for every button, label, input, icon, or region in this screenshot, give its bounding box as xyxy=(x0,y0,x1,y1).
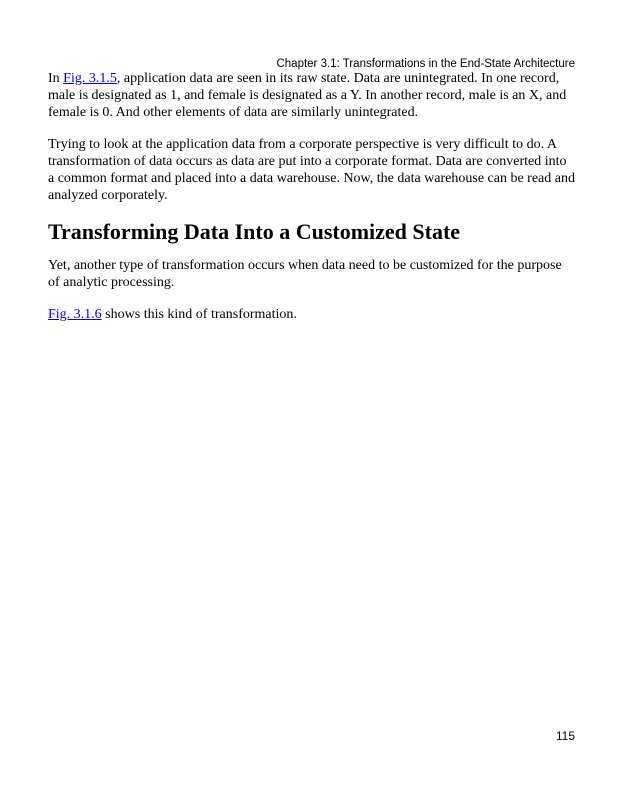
body-content xyxy=(48,70,576,338)
paragraph-figure-reference xyxy=(48,306,576,323)
page-number: 115 xyxy=(555,729,575,743)
paragraph-text: shows this kind of transformation. xyxy=(101,307,297,322)
running-header: Chapter 3.1: Transformations in the End-State Architecture xyxy=(276,58,575,70)
figure-link-3-1-6[interactable]: Fig. 3.1.6 xyxy=(48,307,102,322)
paragraph-corporate-transformation: Trying to look at the application data from a corporate perspective is very difficult to do. A transformation of data occurs as data are put into a corporate format. Data are converted into a common format and placed into a data warehouse. Now, the data warehouse can be read and analyzed corporately. xyxy=(48,137,575,203)
paragraph-text: , application data are seen in its raw state. Data are unintegrated. In one record, male is designated as 1, and female is designated as a Y. In another record, male is an X, and female is 0. And other elements of data are similarly unintegrated. xyxy=(48,71,567,120)
figure-link-3-1-5[interactable]: Fig. 3.1.5 xyxy=(63,71,117,86)
paragraph-raw-data xyxy=(48,70,576,121)
paragraph-customization: Yet, another type of transformation occurs when data need to be customized for the purpose of analytic processing. xyxy=(48,258,562,290)
paragraph-prefix: In xyxy=(48,71,64,86)
section-heading: Transforming Data Into a Customized State xyxy=(48,219,461,244)
